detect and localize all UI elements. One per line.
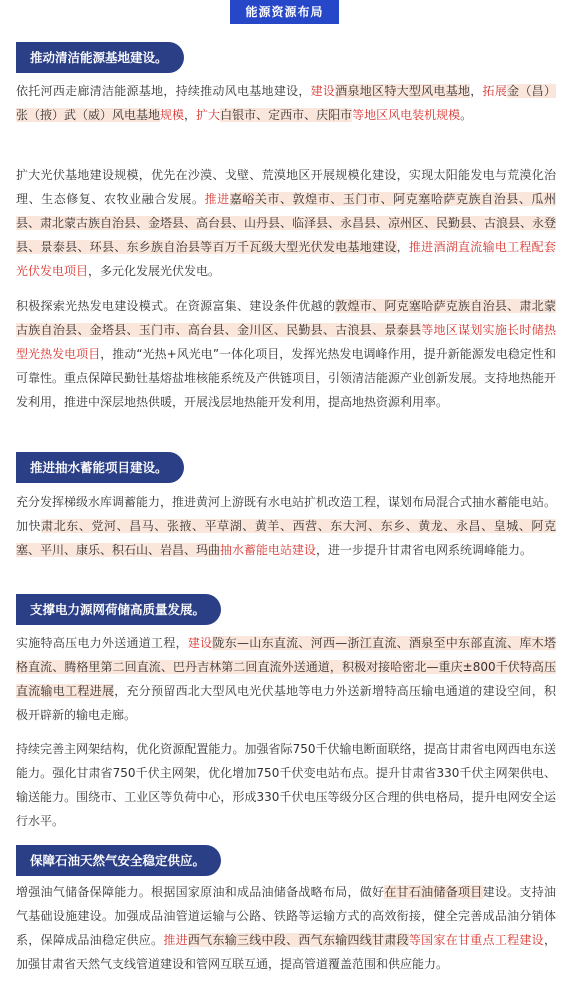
body-text: ，多元化发展光伏发电。: [88, 264, 221, 278]
paragraph-oil-gas-supply: [16, 880, 556, 976]
highlighted-text: ，积极对接哈密北—重庆±800千伏特高压直流输电工程进展: [16, 660, 556, 698]
paragraph-pumped-storage: [16, 490, 556, 562]
section-heading-power-grid: 支撑电力源网荷储高质量发展。: [16, 594, 221, 625]
emphasis-text: 等国家在甘重点工程建设: [408, 933, 544, 947]
emphasis-text: 规模: [160, 108, 185, 122]
paragraph-uhv-transmission: [16, 631, 556, 727]
emphasis-text: 推进: [163, 933, 188, 947]
body-text: ，: [470, 84, 483, 98]
highlighted-text: 酒泉地区特大型风电基地: [335, 84, 471, 98]
section-heading-clean-energy: 推动清洁能源基地建设。: [16, 42, 184, 73]
highlighted-text: 白银市、定西市、庆阳市: [220, 108, 353, 122]
section-heading-oil-gas: 保障石油天然气安全稳定供应。: [16, 845, 221, 876]
highlighted-text: 肃北东、党河、昌马、张掖、平草湖、黄羊、西营、东大河、东乡、黄龙、永昌、皇城、阿克塞、平川、康乐、积石山、岩昌、玛曲: [16, 519, 556, 557]
emphasis-text: 拓展: [482, 84, 508, 98]
body-text: 依托河西走廊清洁能源基地，持续推动风电基地建设，: [16, 84, 311, 98]
page-banner-title: 能源资源布局: [230, 0, 339, 24]
emphasis-text: 等地区谋划实施长时储热型光热发电项目: [16, 323, 556, 361]
highlighted-text: 在甘石油储备项目: [384, 885, 483, 899]
body-text: ，加强甘肃省天然气支线管道建设和管网互联互通，提高管道覆盖范围和供应能力。: [16, 933, 556, 971]
body-text: ，推动“光热+风光电”一体化项目，发挥光热发电调峰作用，提升新能源发电稳定性和可靠性。重点保障民勤钍基熔盐堆核能系统及产供链项目，引领清洁能源产业创新发展。支持地热能开发利用，推进中深层地热供暖，开展浅层地热能开发利用，提高地热资源利用率。: [16, 347, 557, 409]
emphasis-text: 推进: [204, 192, 230, 206]
section-heading-pumped-storage: 推进抽水蓄能项目建设。: [16, 452, 184, 483]
emphasis-text: 扩大: [196, 108, 221, 122]
body-text: ，进一步提升甘肃省电网系统调峰能力。: [316, 543, 533, 557]
body-text: 。: [460, 108, 473, 122]
paragraph-wind-power: [16, 79, 556, 127]
highlighted-text: 陇东—山东直流、河西—浙江直流、酒泉至中东部直流、库木塔格直流、腾格里第二回直流、巴丹吉林第二回直流外送通道: [16, 636, 556, 674]
paragraph-solar-thermal: [16, 294, 556, 414]
emphasis-text: 抽水蓄能电站建设: [220, 543, 317, 557]
body-text: ，充分预留西北大型风电光伏基地等电力外送新增特高压输电通道的建设空间，积极开辟新的输电走廊。: [16, 684, 556, 722]
body-text: ，: [184, 108, 197, 122]
paragraph-solar-pv: [16, 163, 556, 283]
highlighted-text: 金（昌）张（掖）武（威）风电基地: [16, 84, 556, 122]
emphasis-text: 建设: [310, 84, 336, 98]
emphasis-text: 等地区风电装机规模: [352, 108, 461, 122]
emphasis-text: 建设: [187, 636, 213, 650]
body-text: 增强油气储备保障能力。根据国家原油和成品油储备战略布局，做好: [16, 885, 385, 899]
body-text: 实施特高压电力外送通道工程，: [16, 636, 188, 650]
paragraph-main-grid: [16, 737, 556, 833]
body-text: 积极探索光热发电建设模式。在资源富集、建设条件优越的: [16, 299, 336, 313]
highlighted-text: 敦煌市、阿克塞哈萨克族自治县、肃北蒙古族自治县、金塔县、玉门市、高台县、金川区、民勤县、古浪县、景泰县: [16, 299, 556, 337]
emphasis-text: 推进酒湖直流输电工程配套光伏发电项目: [16, 240, 556, 278]
body-text: 持续完善主网架结构，优化资源配置能力。加强省际750千伏输电断面联络，提高甘肃省电网西电东送能力。强化甘肃省750千伏主网架，优化增加750千伏变电站布点。提升甘肃省330千伏主网架供电、输送能力。围绕市、工业区等负荷中心，形成330千伏电压等级分区合理的供电格局，提升电网安全运行水平。: [16, 742, 556, 828]
highlighted-text: 西气东输三线中段、西气东输四线甘肃段: [187, 933, 409, 947]
highlighted-text: 嘉峪关市、敦煌市、玉门市、阿克塞哈萨克族自治县、瓜州县、肃北蒙古族自治县、金塔县、高台县、山丹县、临泽县、永昌县、凉州区、民勤县、古浪县、永登县、景泰县、环县、东乡族自治县等百万千瓦级大型光伏发电基地建设: [16, 192, 557, 254]
body-text: 充分发挥梯级水库调蓄能力，推进黄河上游既有水电站扩机改造工程，谋划布局混合式抽水蓄能电站。加快: [16, 495, 557, 533]
body-text: 建设。支持油气基础设施建设。加强成品油管道运输与公路、铁路等运输方式的高效衔接，健全完善成品油分销体系，保障成品油稳定供应。: [16, 885, 556, 947]
body-text: 扩大光伏基地建设规模，优先在沙漠、戈壁、荒漠地区开展规模化建设，实现太阳能发电与荒漠化治理、生态修复、农牧业融合发展。: [16, 168, 556, 206]
body-text: ，: [396, 240, 409, 254]
